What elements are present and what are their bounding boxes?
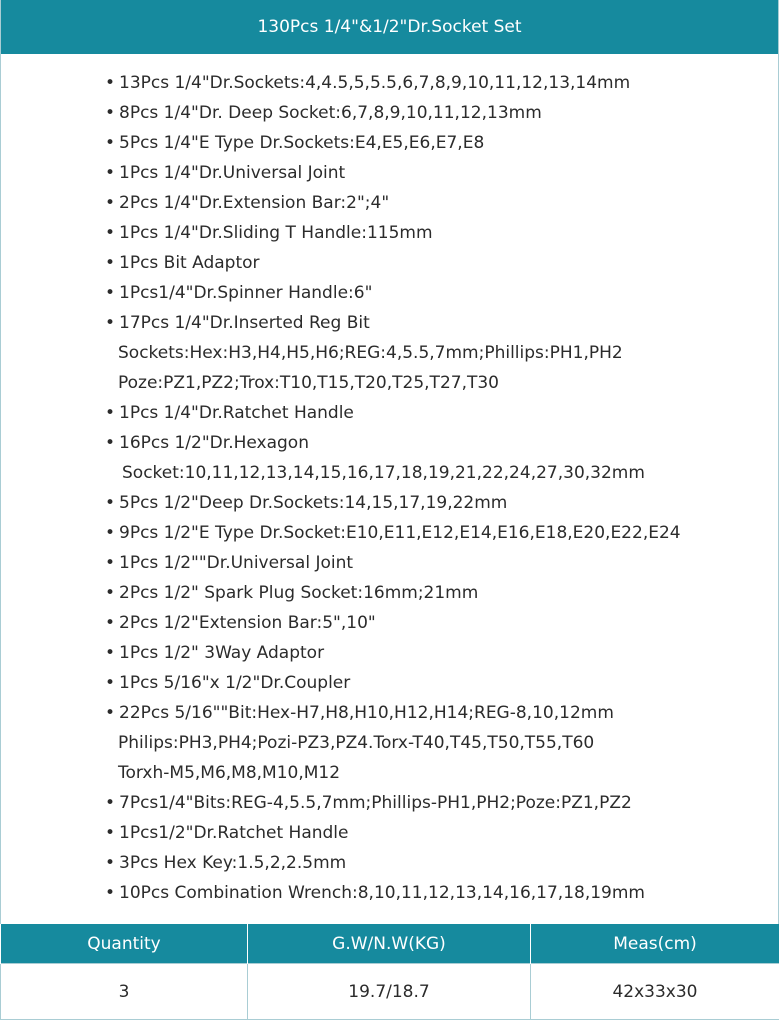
list-item-text: Torxh-M5,M6,M8,M10,M12 [118, 763, 340, 783]
bullet-icon: • [105, 68, 119, 98]
list-item-text: 16Pcs 1/2"Dr.Hexagon [119, 433, 309, 453]
bullet-icon: • [105, 518, 119, 548]
list-item [105, 158, 778, 188]
list-item [105, 848, 778, 878]
list-item-continuation [105, 728, 778, 758]
list-item-continuation [105, 368, 778, 398]
list-item-text: 2Pcs 1/4"Dr.Extension Bar:2";4" [119, 193, 389, 213]
list-item [105, 668, 778, 698]
bullet-icon: • [105, 428, 119, 458]
bullet-icon: • [105, 848, 119, 878]
list-item-text: 7Pcs1/4"Bits:REG-4,5.5,7mm;Phillips-PH1,PH2;Poze:PZ1,PZ2 [119, 793, 632, 813]
bullet-icon: • [105, 698, 119, 728]
list-item-text: 8Pcs 1/4"Dr. Deep Socket:6,7,8,9,10,11,12,13mm [119, 103, 542, 123]
list-item-continuation [105, 338, 778, 368]
list-item-text: 10Pcs Combination Wrench:8,10,11,12,13,14,16,17,18,19mm [119, 883, 645, 903]
contents-list [0, 54, 779, 924]
list-item [105, 68, 778, 98]
bullet-icon: • [105, 398, 119, 428]
list-item [105, 698, 778, 728]
bullet-icon: • [105, 578, 119, 608]
table-row [1, 964, 779, 1020]
list-item [105, 488, 778, 518]
bullet-icon: • [105, 788, 119, 818]
list-item [105, 788, 778, 818]
list-item-text: 17Pcs 1/4"Dr.Inserted Reg Bit [119, 313, 370, 333]
list-item-text: 1Pcs 1/4"Dr.Ratchet Handle [119, 403, 354, 423]
cell-quantity: 3 [1, 964, 248, 1020]
list-item-text: 1Pcs1/4"Dr.Spinner Handle:6" [119, 283, 372, 303]
bullet-icon: • [105, 248, 119, 278]
spec-table-header-row [1, 924, 779, 964]
list-item [105, 548, 778, 578]
bullet-icon: • [105, 278, 119, 308]
bullet-icon: • [105, 878, 119, 908]
list-item-text: 2Pcs 1/2"Extension Bar:5",10" [119, 613, 376, 633]
list-item-text: 1Pcs 5/16"x 1/2"Dr.Coupler [119, 673, 350, 693]
list-item-continuation [105, 458, 778, 488]
list-item-text: 5Pcs 1/2"Deep Dr.Sockets:14,15,17,19,22mm [119, 493, 507, 513]
list-item [105, 878, 778, 908]
bullet-icon: • [105, 638, 119, 668]
list-item-text: 1Pcs1/2"Dr.Ratchet Handle [119, 823, 349, 843]
list-item [105, 218, 778, 248]
list-item [105, 608, 778, 638]
list-item-text: 3Pcs Hex Key:1.5,2,2.5mm [119, 853, 346, 873]
cell-weight: 19.7/18.7 [248, 964, 531, 1020]
list-item [105, 188, 778, 218]
list-item-text: 5Pcs 1/4"E Type Dr.Sockets:E4,E5,E6,E7,E8 [119, 133, 484, 153]
list-item-text: Philips:PH3,PH4;Pozi-PZ3,PZ4.Torx-T40,T45,T50,T55,T60 [118, 733, 594, 753]
bullet-icon: • [105, 668, 119, 698]
list-item-text: 1Pcs 1/2" 3Way Adaptor [119, 643, 324, 663]
page-title: 130Pcs 1/4"&1/2"Dr.Socket Set [257, 17, 521, 37]
list-item [105, 638, 778, 668]
bullet-icon: • [105, 608, 119, 638]
list-item [105, 398, 778, 428]
list-item-text: 1Pcs 1/4"Dr.Sliding T Handle:115mm [119, 223, 433, 243]
list-item [105, 308, 778, 338]
bullet-icon: • [105, 218, 119, 248]
bullet-icon: • [105, 188, 119, 218]
header-weight: G.W/N.W(KG) [248, 924, 531, 964]
list-item [105, 98, 778, 128]
list-item [105, 278, 778, 308]
bullet-icon: • [105, 158, 119, 188]
list-item-continuation [105, 758, 778, 788]
bullet-icon: • [105, 98, 119, 128]
list-item-text: 1Pcs 1/4"Dr.Universal Joint [119, 163, 345, 183]
list-item [105, 578, 778, 608]
list-item-text: 1Pcs 1/2""Dr.Universal Joint [119, 553, 353, 573]
list-item-text: Poze:PZ1,PZ2;Trox:T10,T15,T20,T25,T27,T30 [118, 373, 499, 393]
header-quantity: Quantity [1, 924, 248, 964]
list-item-text: Sockets:Hex:H3,H4,H5,H6;REG:4,5.5,7mm;Phillips:PH1,PH2 [118, 343, 623, 363]
header-measurement: Meas(cm) [531, 924, 779, 964]
list-item-text: 1Pcs Bit Adaptor [119, 253, 260, 273]
bullet-icon: • [105, 128, 119, 158]
list-item [105, 818, 778, 848]
list-item-text: 13Pcs 1/4"Dr.Sockets:4,4.5,5,5.5,6,7,8,9,10,11,12,13,14mm [119, 73, 630, 93]
list-item [105, 428, 778, 458]
list-item-text: 22Pcs 5/16""Bit:Hex-H7,H8,H10,H12,H14;REG-8,10,12mm [119, 703, 614, 723]
list-item [105, 128, 778, 158]
bullet-icon: • [105, 308, 119, 338]
list-item-text: Socket:10,11,12,13,14,15,16,17,18,19,21,22,24,27,30,32mm [122, 463, 645, 483]
bullet-icon: • [105, 818, 119, 848]
list-item [105, 248, 778, 278]
bullet-icon: • [105, 488, 119, 518]
bullet-icon: • [105, 548, 119, 578]
list-item-text: 2Pcs 1/2" Spark Plug Socket:16mm;21mm [119, 583, 478, 603]
spec-table [0, 924, 779, 1020]
cell-measurement: 42x33x30 [531, 964, 779, 1020]
list-item [105, 518, 778, 548]
title-bar [0, 0, 779, 54]
list-item-text: 9Pcs 1/2"E Type Dr.Socket:E10,E11,E12,E14,E16,E18,E20,E22,E24 [119, 523, 681, 543]
